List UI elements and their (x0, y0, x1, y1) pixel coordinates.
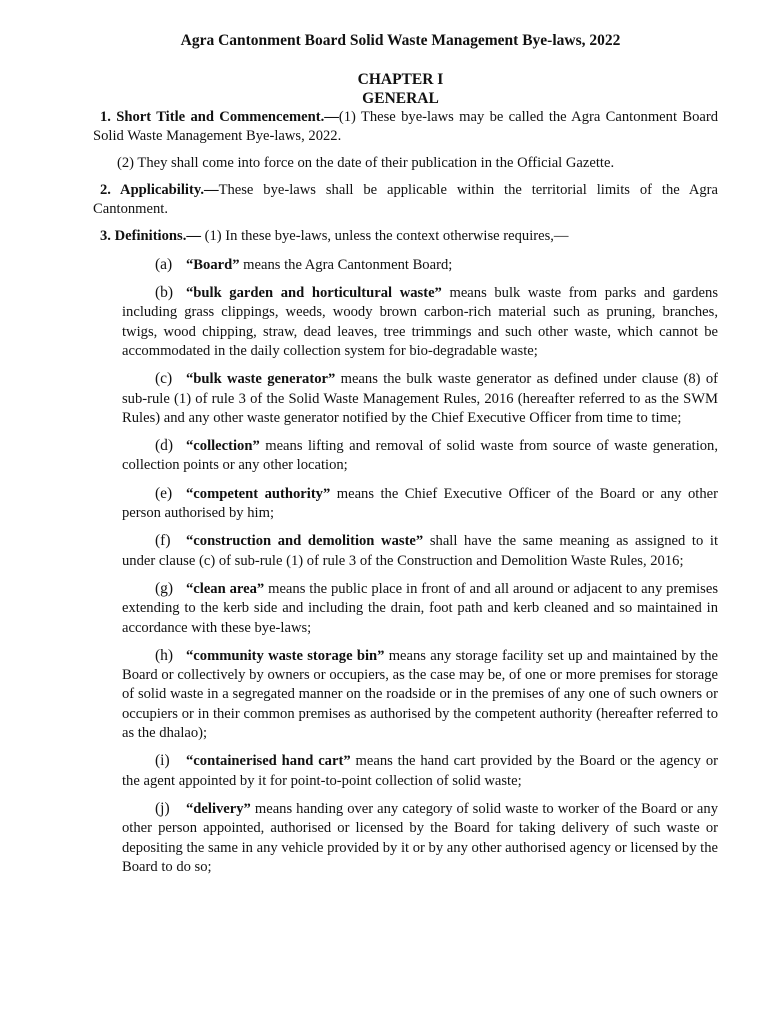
definition-h (122, 646, 718, 743)
definition-term: “bulk waste generator” (186, 371, 336, 388)
definition-term: “community waste storage bin” (186, 647, 385, 664)
definition-term: “bulk garden and horticultural waste” (186, 285, 442, 302)
section-1-heading: 1. Short Title and Commencement.— (100, 109, 339, 125)
definition-text: means handing over any category of solid waste to worker of the Board or any other person appointed, authorised or licensed by the Board for taking delivery of such waste or depositing the same in any vehicle provided by it or by any other authorised agency or licensed by the Board to do so; (122, 800, 718, 875)
definition-text: means the hand cart provided by the Board or the agency or the agent appointed by it for point-to-point collection of solid waste; (122, 753, 718, 789)
definition-text: shall have the same meaning as assigned to it under clause (c) of sub-rule (1) of rule 3 of the Construction and Demolition Waste Rules, 2016; (122, 533, 718, 569)
definition-label: (h) (155, 646, 174, 664)
section-3 (93, 227, 718, 246)
definition-term: “construction and demolition waste” (186, 533, 424, 550)
definition-c (122, 369, 718, 428)
definition-label: (g) (155, 579, 174, 597)
section-2-heading: 2. Applicability.— (100, 181, 219, 198)
definition-text: means the public place in front of and all around or adjacent to any premises extending to the kerb side and including the drain, foot path and kerb cleaned and so maintained in accordance with these bye-laws; (122, 580, 719, 636)
definition-term: “collection” (186, 438, 260, 455)
definition-text: means any storage facility set up and maintained by the Board or collectively by owners or occupiers, as the case may be, of one or more premises for storage of solid waste in a segregated manner on the roadside or in the premises of any one of such owners or occupiers or in their common premises as authorised by the competent authority (hereafter referred to as the dhalao); (122, 647, 718, 742)
definition-label: (f) (155, 532, 171, 550)
section-1-text: (1) These bye-laws may be called the Agra Cantonment Board Solid Waste Management Bye-laws, 2022. (93, 109, 719, 145)
definition-label: (b) (155, 284, 174, 302)
definition-j (122, 799, 718, 877)
definition-text: means the Chief Executive Officer of the Board or any other person authorised by him; (122, 485, 718, 522)
definition-label: (c) (155, 370, 173, 388)
definition-label: (j) (155, 799, 170, 817)
definition-b (122, 283, 718, 361)
definition-g (122, 579, 718, 638)
definition-text: means lifting and removal of solid waste from source of waste generation, collection points or any other location; (122, 438, 718, 474)
definition-label: (a) (155, 255, 173, 273)
definition-f (122, 531, 718, 571)
chapter-number: CHAPTER I (357, 71, 444, 88)
section-3-heading: 3. Definitions.— (100, 228, 201, 245)
definition-d (122, 436, 718, 476)
definition-a (122, 255, 718, 275)
definition-term: “Board” (186, 256, 240, 273)
chapter-title: GENERAL (362, 90, 439, 107)
section-2 (93, 181, 718, 220)
definition-text: means the Agra Cantonment Board; (239, 256, 453, 273)
definition-label: (e) (155, 484, 173, 502)
section-1 (93, 108, 718, 147)
definition-label: (i) (155, 752, 170, 770)
definition-text: means bulk waste from parks and gardens including grass clippings, weeds, woody brown carbon-rich material such as pruning, branches, twigs, wood chipping, straw, dead leaves, tree trimmings and such other waste, which cannot be accommodated in the daily collection system for bio-degradable waste; (122, 285, 718, 359)
definition-term: “delivery” (186, 800, 251, 817)
definition-label: (d) (155, 437, 174, 455)
section-3-text: (1) In these bye-laws, unless the context otherwise requires,— (200, 228, 569, 245)
definition-term: “containerised hand cart” (186, 753, 351, 770)
section-2-text: These bye-laws shall be applicable within the territorial limits of the Agra Cantonment. (93, 181, 718, 218)
definition-term: “clean area” (186, 580, 265, 597)
definition-text: means the bulk waste generator as defined under clause (8) of sub-rule (1) of rule 3 of the Solid Waste Management Rules, 2016 (hereafter referred to as the SWM Rules) and any other waste generator notified by the Chief Executive Officer from time to time; (122, 371, 718, 426)
definition-term: “competent authority” (186, 485, 331, 502)
section-1-subclause-2: (2) They shall come into force on the date of their publication in the Official Gazette. (117, 154, 615, 171)
document-title: Agra Cantonment Board Solid Waste Management Bye-laws, 2022 (180, 32, 621, 49)
definition-e (122, 484, 718, 524)
definition-i (122, 751, 718, 791)
